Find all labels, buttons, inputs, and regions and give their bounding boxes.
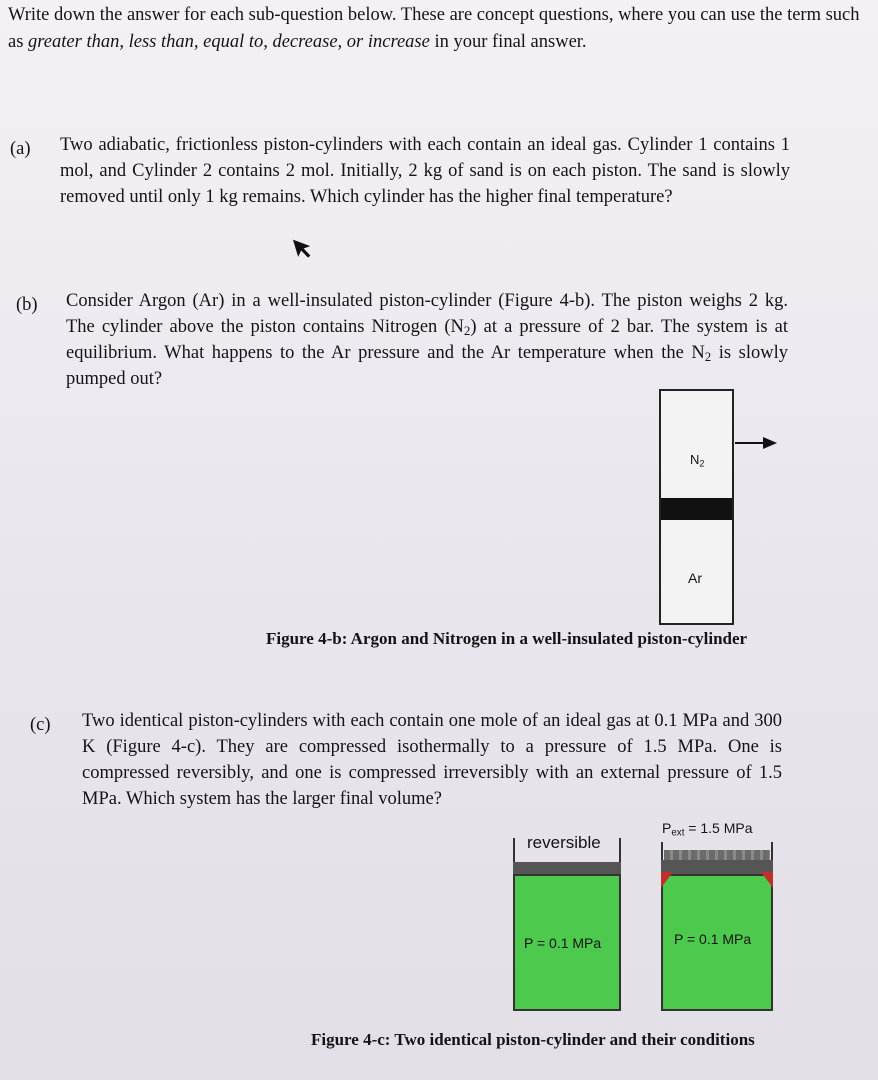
question-b-text-1: Consider Argon (Ar) in a well-insulated piston-cylinder (Figure 4-b). The piston weighs 2 kg. The cylinder above the piston contains Nitrogen (N bbox=[66, 291, 788, 337]
piston-left bbox=[513, 862, 621, 874]
outlet-arrow-icon bbox=[763, 437, 777, 449]
figure-b-caption: Figure 4-b: Argon and Nitrogen in a well-insulated piston-cylinder bbox=[266, 629, 748, 648]
question-c-text: Two identical piston-cylinders with each contain one mole of an ideal gas at 0.1 MPa and 300 K (Figure 4-c). They are compressed isothermally to a pressure of 1.5 MPa. One is compressed reversibly, and one is compressed irreversibly with an external pressure of 1.5 MPa. Which system has the larger final volume? bbox=[82, 711, 782, 809]
pext-value: = 1.5 MPa bbox=[684, 820, 753, 836]
stops-wedges bbox=[661, 872, 773, 892]
question-c-label: (c) bbox=[30, 715, 51, 735]
pressure-right: P = 0.1 MPa bbox=[674, 931, 752, 947]
pext-sub: ext bbox=[671, 827, 685, 839]
label-n2 bbox=[690, 452, 704, 467]
instructions-text-end: in your final answer. bbox=[429, 32, 587, 52]
piston-b bbox=[661, 498, 732, 520]
question-b-text-3: is slowly pumped out? bbox=[66, 343, 788, 389]
mouse-pointer-icon bbox=[290, 235, 314, 261]
reversible-label: reversible bbox=[527, 833, 601, 852]
question-a-label: (a) bbox=[10, 139, 31, 159]
question-b-text bbox=[66, 288, 788, 392]
question-b-text-2: ) at a pressure of 2 bar. The system is at equilibrium. What happens to the Ar pressure and the Ar temperature when the N bbox=[66, 317, 789, 363]
external-weights bbox=[664, 850, 770, 860]
pressure-left: P = 0.1 MPa bbox=[524, 935, 602, 951]
instructions-terms: greater than, less than, equal to, decrease, or increase bbox=[28, 32, 430, 52]
figure-c-caption: Figure 4-c: Two identical piston-cylinder and their conditions bbox=[311, 1030, 755, 1049]
instructions-text: Write down the answer for each sub-question below. These are concept questions, where you can use the term such as bbox=[8, 5, 860, 52]
label-n-sub: 2 bbox=[699, 458, 705, 469]
question-b-label: (b) bbox=[16, 295, 38, 315]
pext-label bbox=[662, 820, 753, 839]
label-n: N bbox=[690, 452, 700, 467]
label-ar: Ar bbox=[688, 570, 702, 586]
pext-p: P bbox=[662, 820, 672, 836]
question-b-sub-2: 2 bbox=[704, 349, 712, 365]
question-b-sub-1: 2 bbox=[463, 323, 471, 339]
instructions bbox=[8, 2, 868, 56]
question-a-text: Two adiabatic, frictionless piston-cylinders with each contain an ideal gas. Cylinder 1 contains 1 mol, and Cylinder 2 contains 2 mol. Initially, 2 kg of sand is on each piston. The sand is slowly removed until only 1 kg remains. Which cylinder has the higher final temperature? bbox=[60, 135, 790, 207]
outlet-pipe bbox=[735, 442, 765, 444]
